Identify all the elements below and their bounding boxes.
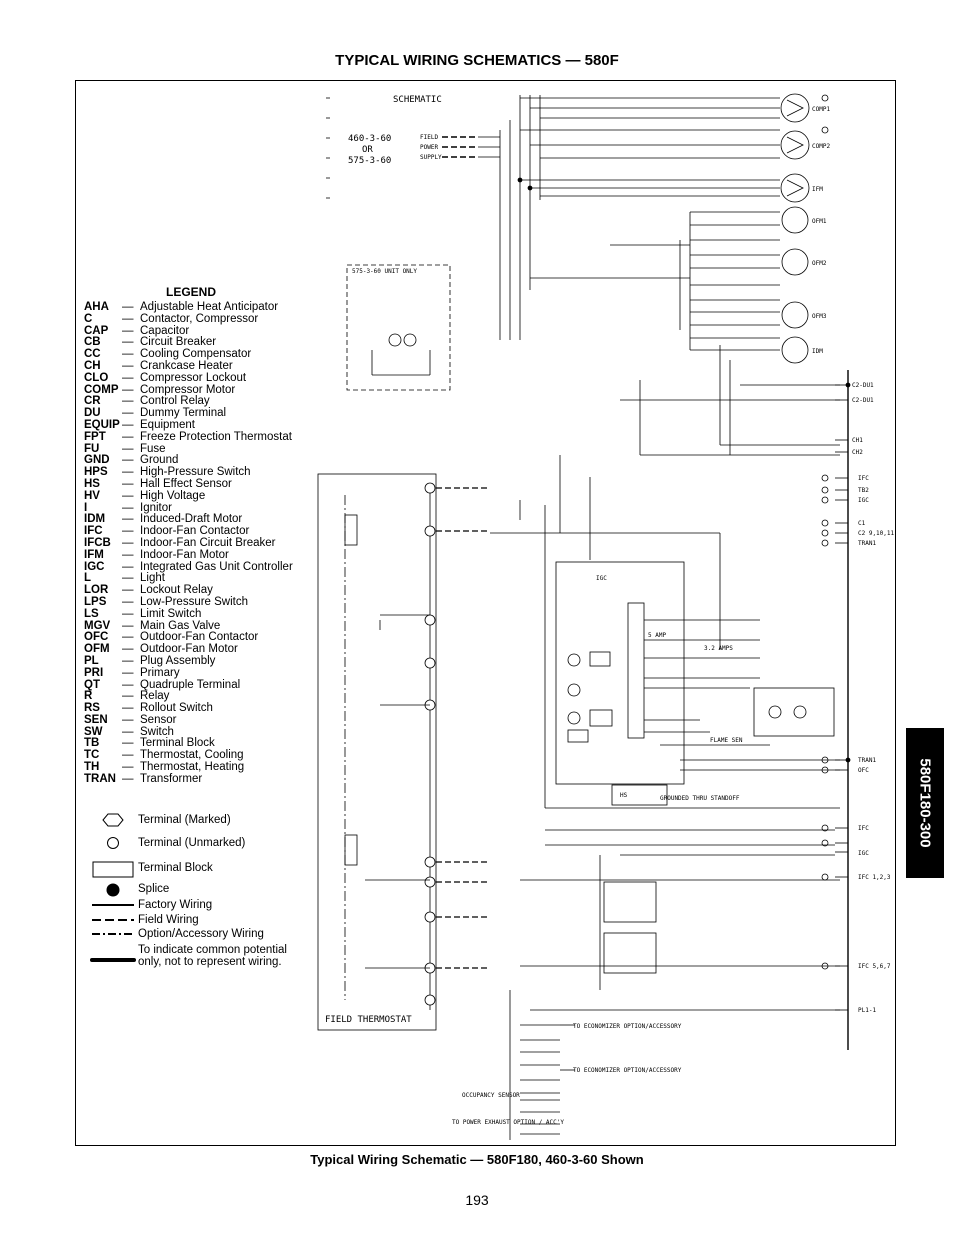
legend-abbr: LS — [84, 607, 99, 620]
accessory-label-2: TO ECONOMIZER OPTION/ACCESSORY — [573, 1067, 682, 1074]
right-label-11: TRAN1 — [858, 757, 877, 764]
igc-grounded: GROUNDED THRU STANDOFF — [660, 795, 740, 802]
symbol-label: Factory Wiring — [138, 899, 213, 911]
legend-abbr: SEN — [84, 713, 108, 726]
legend-abbr: IFC — [84, 525, 103, 538]
legend-dash: — — [122, 395, 134, 408]
legend-abbr: CAP — [84, 324, 109, 337]
igc-hs: HS — [620, 792, 628, 799]
motor-ifm: IFM — [812, 186, 823, 193]
symbol-row — [88, 914, 298, 928]
legend-dash: — — [122, 548, 134, 561]
legend-abbr: COMP — [84, 383, 119, 396]
legend-dash: — — [122, 725, 134, 738]
right-label-14: IGC — [858, 850, 869, 857]
legend-abbr: CLO — [84, 371, 109, 384]
legend-definition: Switch — [140, 725, 174, 738]
legend-definition: Control Relay — [140, 395, 210, 408]
legend-definition: Limit Switch — [140, 607, 202, 620]
legend-dash: — — [122, 324, 134, 337]
supply-line-1: 460-3-60 — [348, 134, 392, 144]
legend-abbr: DU — [84, 407, 101, 420]
legend-dash: — — [122, 348, 134, 361]
legend-dash: — — [122, 690, 134, 703]
legend-dash: — — [122, 312, 134, 325]
accessory-label-4: TO POWER EXHAUST OPTION / ACC'Y — [452, 1119, 564, 1126]
legend-row — [84, 656, 304, 668]
legend-row — [84, 774, 304, 786]
legend-abbr: QT — [84, 678, 100, 691]
legend-abbr: RS — [84, 702, 100, 715]
unit-only-label: 575-3-60 UNIT ONLY — [352, 268, 418, 275]
legend-dash: — — [122, 359, 134, 372]
legend-row — [84, 715, 304, 727]
symbol-row — [88, 834, 298, 859]
legend-dash: — — [122, 336, 134, 349]
legend-definition: Contactor, Compressor — [140, 312, 259, 325]
legend-dash: — — [122, 477, 134, 490]
igc-flame-sen: FLAME SEN — [710, 737, 743, 744]
legend-dash: — — [122, 442, 134, 455]
symbol-row — [88, 928, 298, 944]
right-label-3: CH1 — [852, 437, 863, 444]
right-label-7: IGC — [858, 497, 869, 504]
legend-dash: — — [122, 678, 134, 691]
legend-abbr: PRI — [84, 666, 104, 679]
legend-abbr: EQUIP — [84, 418, 120, 431]
legend-definition: High Voltage — [140, 489, 206, 502]
right-label-13: IFC — [858, 825, 869, 832]
igc-label: IGC — [596, 575, 607, 582]
legend-definition: Outdoor-Fan Contactor — [140, 631, 259, 644]
legend-definition: Quadruple Terminal — [140, 678, 241, 691]
legend-row — [84, 668, 304, 680]
right-label-10: TRAN1 — [858, 540, 877, 547]
legend-definition: Integrated Gas Unit Controller — [140, 560, 293, 573]
legend-dash: — — [122, 407, 134, 420]
legend-definition: Cooling Compensator — [140, 348, 252, 361]
field-label: FIELD — [420, 134, 439, 141]
legend-row — [84, 373, 304, 385]
legend-row — [84, 680, 304, 692]
common-potential-icon — [88, 944, 138, 972]
symbol-label: Splice — [138, 883, 170, 895]
symbol-row — [88, 899, 298, 914]
legend-definition: Equipment — [140, 418, 195, 431]
legend-definition: Terminal Block — [140, 737, 215, 750]
symbol-legend — [88, 812, 298, 972]
legend-abbr: TH — [84, 761, 100, 774]
legend-abbr: C — [84, 312, 93, 325]
legend-dash: — — [122, 454, 134, 467]
legend-abbr: PL — [84, 654, 99, 667]
legend-definition: Fuse — [140, 442, 166, 455]
accessory-label-1: TO ECONOMIZER OPTION/ACCESSORY — [573, 1023, 682, 1030]
legend-abbr: SW — [84, 725, 103, 738]
legend-dash: — — [122, 749, 134, 762]
legend-row — [84, 703, 304, 715]
legend-dash: — — [122, 560, 134, 573]
legend-row — [84, 609, 304, 621]
motor-ofm1: OFM1 — [812, 218, 827, 225]
symbol-label: Terminal (Unmarked) — [138, 837, 246, 849]
symbol-row — [88, 881, 298, 899]
symbol-label: Field Wiring — [138, 914, 199, 926]
legend-dash: — — [122, 501, 134, 514]
legend-abbr: AHA — [84, 301, 109, 313]
legend-row — [84, 479, 304, 491]
legend-definition: Circuit Breaker — [140, 336, 217, 349]
legend-dash: — — [122, 643, 134, 656]
page-number: 193 — [465, 1192, 489, 1208]
legend-dash: — — [122, 466, 134, 479]
legend-definition: Outdoor-Fan Motor — [140, 643, 238, 656]
legend-row — [84, 491, 304, 503]
legend-definition: Lockout Relay — [140, 584, 213, 597]
legend-abbr: GND — [84, 454, 110, 467]
legend-dash: — — [122, 595, 134, 608]
legend-abbr: TRAN — [84, 772, 116, 785]
legend-dash: — — [122, 737, 134, 750]
legend-dash: — — [122, 619, 134, 632]
motor-comp2: COMP2 — [812, 143, 831, 150]
legend-abbr: LOR — [84, 584, 109, 597]
figure-caption: Typical Wiring Schematic — 580F180, 460-3-60 Shown — [310, 1152, 644, 1167]
legend-row — [84, 432, 304, 444]
legend-abbr: CC — [84, 348, 101, 361]
legend-row — [84, 597, 304, 609]
legend-abbr: R — [84, 690, 93, 703]
legend-definition: Light — [140, 572, 165, 585]
right-label-4: CH2 — [852, 449, 863, 456]
legend-definition: Relay — [140, 690, 170, 703]
field-wiring-icon — [88, 914, 138, 926]
symbol-label: Option/Accessory Wiring — [138, 928, 264, 940]
power-label: POWER — [420, 144, 439, 151]
legend-row — [84, 538, 304, 550]
legend-abbr: L — [84, 572, 92, 585]
legend-row — [84, 562, 304, 574]
legend-definition: Indoor-Fan Circuit Breaker — [140, 536, 276, 549]
supply-line-3: 575-3-60 — [348, 156, 392, 166]
legend-row — [84, 444, 304, 456]
legend-row — [84, 550, 304, 562]
legend-abbr: HS — [84, 477, 100, 490]
igc-32amps: 3.2 AMPS — [704, 645, 733, 652]
legend-dash: — — [122, 584, 134, 597]
option-wiring-icon — [88, 928, 138, 940]
right-label-1: C2-DU1 — [852, 382, 874, 389]
symbol-row — [88, 859, 298, 881]
legend-abbr: OFC — [84, 631, 109, 644]
legend-dash: — — [122, 761, 134, 774]
motor-ofm3: OFM3 — [812, 313, 827, 320]
legend-definition: Compressor Lockout — [140, 371, 247, 384]
legend-abbr: LPS — [84, 595, 107, 608]
legend-abbr: FPT — [84, 430, 106, 443]
supply-label: SUPPLY — [420, 154, 442, 161]
legend-definition: Adjustable Heat Anticipator — [140, 301, 279, 313]
legend-dash: — — [122, 631, 134, 644]
right-label-5: IFC — [858, 475, 869, 482]
legend-abbr: HPS — [84, 466, 108, 479]
legend-definition: Transformer — [140, 772, 203, 785]
right-label-6: TB2 — [858, 487, 869, 494]
motor-comp1: COMP1 — [812, 106, 831, 113]
legend-definition: Rollout Switch — [140, 702, 213, 715]
motor-idm: IDM — [812, 348, 823, 355]
legend-definition: Freeze Protection Thermostat — [140, 430, 292, 443]
symbol-row — [88, 812, 298, 834]
symbol-row — [88, 944, 298, 972]
legend-abbr: FU — [84, 442, 100, 455]
legend-row — [84, 314, 304, 326]
legend-abbr: IDM — [84, 513, 106, 526]
factory-wiring-icon — [88, 899, 138, 911]
section-tab — [906, 728, 944, 878]
right-label-16: IFC 5,6,7 — [858, 963, 891, 970]
legend-definition: Primary — [140, 666, 180, 679]
legend-dash: — — [122, 383, 134, 396]
legend-abbr: CB — [84, 336, 101, 349]
legend-abbr: CR — [84, 395, 101, 408]
legend-dash: — — [122, 371, 134, 384]
legend-dash: — — [122, 654, 134, 667]
legend-dash: — — [122, 713, 134, 726]
terminal-marked-icon — [88, 812, 138, 828]
legend-dash: — — [122, 301, 134, 313]
legend-dash: — — [122, 513, 134, 526]
legend-abbr: OFM — [84, 643, 110, 656]
legend-dash: — — [122, 702, 134, 715]
supply-line-2: OR — [362, 145, 373, 155]
right-label-17: PL1-1 — [858, 1007, 877, 1014]
legend-abbr: CH — [84, 359, 101, 372]
legend-definition: Low-Pressure Switch — [140, 595, 249, 608]
legend — [84, 285, 304, 786]
symbol-label: Terminal (Marked) — [138, 814, 231, 826]
legend-definition: Ground — [140, 454, 179, 467]
legend-abbr: I — [84, 501, 88, 514]
legend-abbr: TC — [84, 749, 100, 762]
legend-definition: Thermostat, Cooling — [140, 749, 244, 762]
legend-definition: Main Gas Valve — [140, 619, 221, 632]
right-label-12: OFC — [858, 767, 869, 774]
legend-dash: — — [122, 666, 134, 679]
section-tab-label: 580F180-300 — [916, 758, 934, 848]
legend-definition: Compressor Motor — [140, 383, 236, 396]
schematic-title: SCHEMATIC — [393, 95, 442, 105]
legend-abbr: IFM — [84, 548, 104, 561]
legend-abbr: TB — [84, 737, 100, 750]
legend-dash: — — [122, 418, 134, 431]
legend-definition: Induced-Draft Motor — [140, 513, 243, 526]
legend-dash: — — [122, 430, 134, 443]
igc-5amp: 5 AMP — [648, 632, 667, 639]
terminal-block-icon — [88, 859, 138, 879]
page-title: TYPICAL WIRING SCHEMATICS — 580F — [335, 52, 619, 69]
legend-definition: Capacitor — [140, 324, 190, 337]
legend-definition: Dummy Terminal — [140, 407, 227, 420]
legend-definition: Plug Assembly — [140, 654, 216, 667]
accessory-label-3: OCCUPANCY SENSOR — [462, 1092, 520, 1099]
symbol-label: Terminal Block — [138, 862, 213, 874]
legend-definition: Indoor-Fan Motor — [140, 548, 229, 561]
right-label-9: C2 9,10,11 — [858, 530, 895, 537]
legend-abbr: IGC — [84, 560, 105, 573]
symbol-label: To indicate common potential only, not to represent wiring. — [138, 944, 287, 968]
legend-definition: Thermostat, Heating — [140, 761, 245, 774]
legend-abbr: HV — [84, 489, 100, 502]
legend-definition: Indoor-Fan Contactor — [140, 525, 250, 538]
legend-dash: — — [122, 525, 134, 538]
legend-abbr: IFCB — [84, 536, 111, 549]
legend-dash: — — [122, 489, 134, 502]
right-label-15: IFC 1,2,3 — [858, 874, 891, 881]
terminal-unmarked-icon — [88, 834, 138, 850]
motor-ofm2: OFM2 — [812, 260, 827, 267]
legend-row — [84, 420, 304, 432]
legend-dash: — — [122, 607, 134, 620]
right-label-8: C1 — [858, 520, 866, 527]
legend-definition: Sensor — [140, 713, 177, 726]
legend-definition: Hall Effect Sensor — [140, 477, 232, 490]
right-label-2: C2-DU1 — [852, 397, 874, 404]
legend-definition: Ignitor — [140, 501, 172, 514]
field-thermostat-label: FIELD THERMOSTAT — [325, 1015, 412, 1025]
legend-dash: — — [122, 572, 134, 585]
legend-definition: Crankcase Heater — [140, 359, 233, 372]
legend-definition: High-Pressure Switch — [140, 466, 251, 479]
legend-abbr: MGV — [84, 619, 111, 632]
splice-icon — [88, 881, 138, 897]
legend-title: LEGEND — [165, 285, 216, 299]
legend-dash: — — [122, 772, 134, 785]
legend-dash: — — [122, 536, 134, 549]
legend-row — [84, 361, 304, 373]
